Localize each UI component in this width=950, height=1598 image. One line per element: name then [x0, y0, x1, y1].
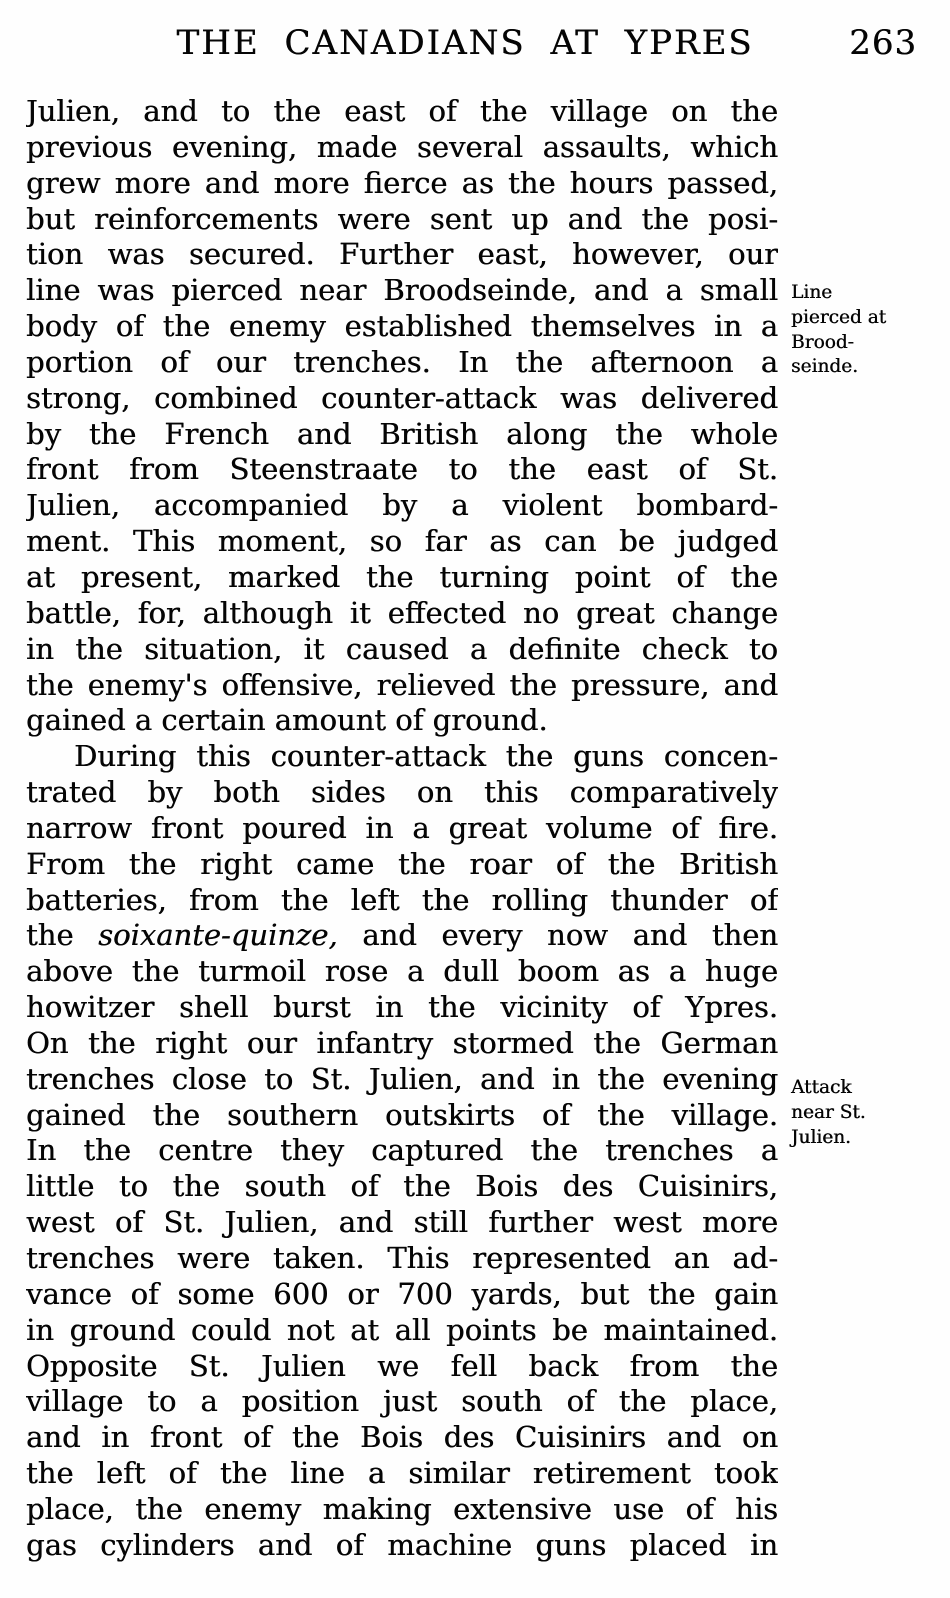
margin-note-line: near St. [791, 1101, 866, 1123]
margin-note-st-julien [791, 1076, 926, 1150]
text-line: In the centre they captured the trenches a [26, 1133, 778, 1168]
text-line: in ground could not at all points be maintained. [26, 1312, 778, 1347]
page-title: THE CANADIANS AT YPRES [176, 23, 754, 63]
text-line: the left of the line a similar retirement took [26, 1456, 778, 1491]
text-line: During this counter-attack the guns concen- [74, 739, 778, 774]
text-line: ment. This moment, so far as can be judged [26, 524, 778, 559]
running-head [0, 23, 950, 72]
text-line: gas cylinders and of machine guns placed in [26, 1527, 778, 1562]
text-line: little to the south of the Bois des Cuisinirs, [26, 1169, 778, 1204]
text-line: above the turmoil rose a dull boom as a huge [26, 954, 778, 989]
margin-note-line: pierced at [791, 306, 887, 328]
text-line: Opposite St. Julien we fell back from the [26, 1348, 778, 1383]
paragraph [26, 739, 778, 1563]
margin-note-line: seinde. [791, 356, 858, 378]
page-number: 263 [849, 23, 917, 63]
text-line: line was pierced near Broodseinde, and a small [26, 273, 778, 308]
text-line: narrow front poured in a great volume of fire. [26, 810, 778, 845]
text-line: On the right our infantry stormed the German [26, 1025, 778, 1060]
text-line: in the situation, it caused a definite check to [26, 631, 778, 666]
margin-note-broodseinde [791, 281, 926, 380]
text-line: Julien, accompanied by a violent bombard- [26, 488, 778, 523]
text-line: place, the enemy making extensive use of his [26, 1491, 778, 1526]
text-line: village to a position just south of the place, [26, 1384, 778, 1419]
text-line: previous evening, made several assaults, which [26, 129, 778, 164]
text-line: tion was secured. Further east, however, our [26, 237, 778, 272]
text-line: battle, for, although it effected no great change [26, 595, 778, 630]
text-line: front from Steenstraate to the east of St. [26, 452, 778, 487]
paragraph [26, 94, 778, 739]
text-line: portion of our trenches. In the afternoon a [26, 344, 778, 379]
text-line: vance of some 600 or 700 yards, but the gain [26, 1276, 778, 1311]
text-line: batteries, from the left the rolling thunder of [26, 882, 778, 917]
text-line: by the French and British along the whole [26, 416, 778, 451]
italic-text: soixante-quinze, [98, 918, 338, 953]
text-line: howitzer shell burst in the vicinity of Ypres. [26, 990, 778, 1025]
text-line: strong, combined counter-attack was delivered [26, 380, 778, 415]
text-line: gained a certain amount of ground. [26, 703, 548, 738]
margin-note-line: Attack [791, 1077, 852, 1098]
text-line: trenches close to St. Julien, and in the evening [26, 1061, 778, 1096]
text-line: grew more and more fierce as the hours passed, [26, 165, 778, 200]
text-line: at present, marked the turning point of the [26, 559, 778, 594]
text-line: and in front of the Bois des Cuisinirs and on [26, 1420, 778, 1455]
text-line: Julien, and to the east of the village on the [26, 94, 778, 128]
text-line: but reinforcements were sent up and the posi- [26, 201, 778, 236]
margin-note-line: Julien. [791, 1126, 851, 1148]
text-line: the soixante-quinze, and every now and then [26, 918, 778, 953]
body-text [26, 94, 778, 1564]
text-line: From the right came the roar of the British [26, 846, 778, 881]
margin-note-line: Line [791, 282, 833, 303]
text-line: gained the southern outskirts of the village. [26, 1097, 778, 1132]
text-line: the enemy's offensive, relieved the pressure, and [26, 667, 778, 702]
text-line: body of the enemy established themselves in a [26, 309, 778, 344]
text-line: west of St. Julien, and still further west more [26, 1205, 778, 1240]
text-line: trated by both sides on this comparatively [26, 775, 778, 810]
margin-note-line: Brood- [791, 331, 854, 353]
text-line: trenches were taken. This represented an ad- [26, 1241, 778, 1275]
